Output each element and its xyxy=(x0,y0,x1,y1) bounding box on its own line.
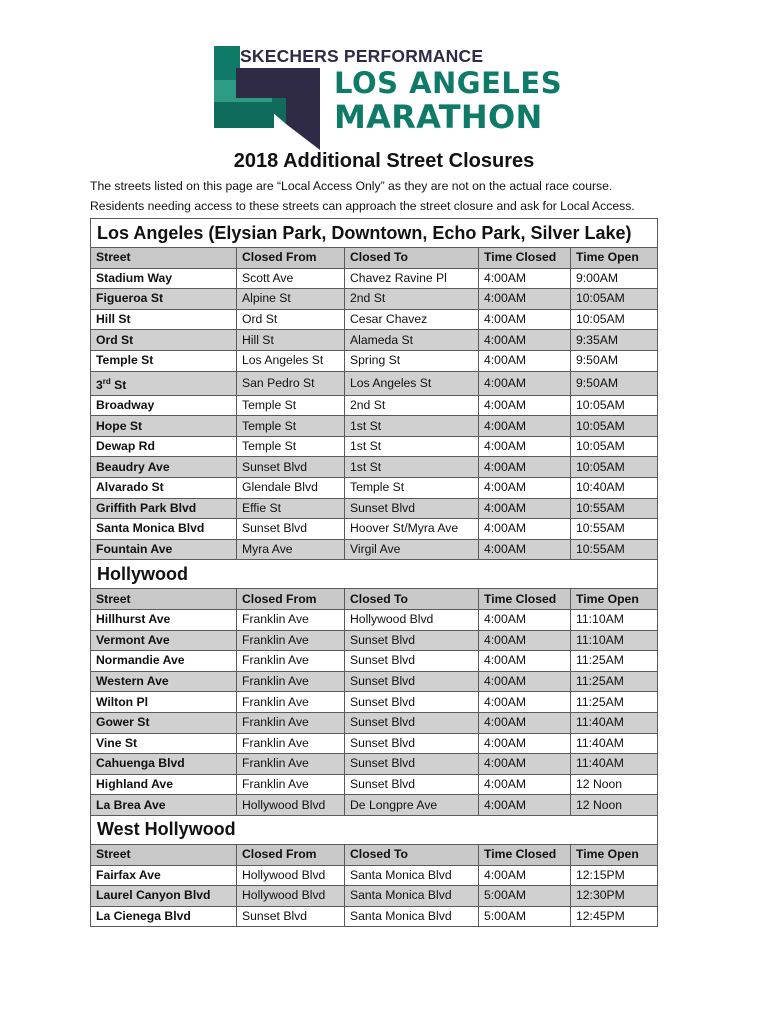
table-row xyxy=(91,774,658,795)
time-open-cell: 9:50AM xyxy=(571,371,658,395)
closed-from-cell: Franklin Ave xyxy=(237,609,345,630)
table-row xyxy=(91,395,658,416)
brand-los-angeles: LOS ANGELES xyxy=(334,66,563,100)
closed-from-cell: Franklin Ave xyxy=(237,754,345,775)
closed-from-cell: Hollywood Blvd xyxy=(237,865,345,886)
closed-to-cell: 1st St xyxy=(345,457,479,478)
closed-from-cell: Hill St xyxy=(237,330,345,351)
closed-from-cell: Sunset Blvd xyxy=(237,457,345,478)
time-closed-cell: 5:00AM xyxy=(479,906,571,927)
time-open-cell: 10:05AM xyxy=(571,457,658,478)
closed-to-cell: Santa Monica Blvd xyxy=(345,886,479,907)
closed-from-cell: Franklin Ave xyxy=(237,651,345,672)
time-closed-cell: 4:00AM xyxy=(479,671,571,692)
street-cell: Temple St xyxy=(91,350,237,371)
time-closed-cell: 4:00AM xyxy=(479,350,571,371)
time-open-cell: 10:05AM xyxy=(571,289,658,310)
closed-from-cell: Temple St xyxy=(237,436,345,457)
time-open-cell: 11:25AM xyxy=(571,671,658,692)
column-header-row xyxy=(91,844,658,865)
time-closed-cell: 5:00AM xyxy=(479,886,571,907)
column-header: Closed To xyxy=(345,844,479,865)
closed-to-cell: Sunset Blvd xyxy=(345,651,479,672)
time-open-cell: 10:55AM xyxy=(571,498,658,519)
table-row xyxy=(91,651,658,672)
time-open-cell: 12 Noon xyxy=(571,774,658,795)
closed-from-cell: Hollywood Blvd xyxy=(237,795,345,816)
street-cell: Highland Ave xyxy=(91,774,237,795)
time-closed-cell: 4:00AM xyxy=(479,630,571,651)
street-cell: Alvarado St xyxy=(91,478,237,499)
section-heading: Hollywood xyxy=(91,560,658,589)
closed-from-cell: Effie St xyxy=(237,498,345,519)
column-header-row xyxy=(91,248,658,269)
street-cell: Griffith Park Blvd xyxy=(91,498,237,519)
closed-to-cell: Hoover St/Myra Ave xyxy=(345,519,479,540)
street-cell: Figueroa St xyxy=(91,289,237,310)
street-cell: Laurel Canyon Blvd xyxy=(91,886,237,907)
section-heading-row xyxy=(91,815,658,844)
time-open-cell: 9:50AM xyxy=(571,350,658,371)
closed-from-cell: Hollywood Blvd xyxy=(237,886,345,907)
table-row xyxy=(91,886,658,907)
closed-to-cell: Sunset Blvd xyxy=(345,712,479,733)
street-cell: Wilton Pl xyxy=(91,692,237,713)
table-row xyxy=(91,309,658,330)
closed-to-cell: 1st St xyxy=(345,416,479,437)
time-closed-cell: 4:00AM xyxy=(479,330,571,351)
column-header: Time Open xyxy=(571,844,658,865)
column-header: Street xyxy=(91,248,237,269)
closed-to-cell: Temple St xyxy=(345,478,479,499)
time-open-cell: 11:10AM xyxy=(571,609,658,630)
marathon-logo xyxy=(214,44,563,148)
time-open-cell: 11:40AM xyxy=(571,754,658,775)
table-row xyxy=(91,754,658,775)
time-closed-cell: 4:00AM xyxy=(479,498,571,519)
closed-from-cell: Temple St xyxy=(237,395,345,416)
column-header: Street xyxy=(91,844,237,865)
time-open-cell: 10:55AM xyxy=(571,519,658,540)
table-row xyxy=(91,906,658,927)
column-header: Street xyxy=(91,589,237,610)
street-cell: 3rd St xyxy=(91,371,237,395)
brand-performance: PERFORMANCE xyxy=(343,46,484,66)
time-open-cell: 10:55AM xyxy=(571,539,658,560)
time-closed-cell: 4:00AM xyxy=(479,733,571,754)
table-row xyxy=(91,795,658,816)
time-open-cell: 12 Noon xyxy=(571,795,658,816)
street-cell: Ord St xyxy=(91,330,237,351)
closed-from-cell: Temple St xyxy=(237,416,345,437)
column-header: Closed To xyxy=(345,589,479,610)
time-open-cell: 9:00AM xyxy=(571,268,658,289)
closed-to-cell: Sunset Blvd xyxy=(345,733,479,754)
table-row xyxy=(91,416,658,437)
table-row xyxy=(91,289,658,310)
street-cell: Hill St xyxy=(91,309,237,330)
closed-from-cell: Franklin Ave xyxy=(237,671,345,692)
column-header: Closed From xyxy=(237,589,345,610)
closed-to-cell: Sunset Blvd xyxy=(345,754,479,775)
closed-to-cell: Santa Monica Blvd xyxy=(345,865,479,886)
time-open-cell: 10:05AM xyxy=(571,395,658,416)
time-open-cell: 11:40AM xyxy=(571,712,658,733)
time-closed-cell: 4:00AM xyxy=(479,539,571,560)
street-cell: Gower St xyxy=(91,712,237,733)
closed-from-cell: Franklin Ave xyxy=(237,733,345,754)
time-open-cell: 12:30PM xyxy=(571,886,658,907)
time-open-cell: 10:05AM xyxy=(571,309,658,330)
time-closed-cell: 4:00AM xyxy=(479,519,571,540)
time-closed-cell: 4:00AM xyxy=(479,865,571,886)
brand-skechers: SKECHERS xyxy=(240,46,339,66)
time-closed-cell: 4:00AM xyxy=(479,651,571,672)
street-cell: Stadium Way xyxy=(91,268,237,289)
column-header: Time Open xyxy=(571,589,658,610)
street-cell: Normandie Ave xyxy=(91,651,237,672)
time-closed-cell: 4:00AM xyxy=(479,416,571,437)
table-row xyxy=(91,436,658,457)
time-closed-cell: 4:00AM xyxy=(479,289,571,310)
closed-to-cell: 1st St xyxy=(345,436,479,457)
time-closed-cell: 4:00AM xyxy=(479,395,571,416)
closed-to-cell: De Longpre Ave xyxy=(345,795,479,816)
time-closed-cell: 4:00AM xyxy=(479,436,571,457)
street-closures-table xyxy=(90,218,658,927)
street-cell: La Brea Ave xyxy=(91,795,237,816)
street-cell: Hope St xyxy=(91,416,237,437)
street-cell: Vermont Ave xyxy=(91,630,237,651)
closed-from-cell: Franklin Ave xyxy=(237,630,345,651)
table-row xyxy=(91,692,658,713)
table-row xyxy=(91,539,658,560)
time-closed-cell: 4:00AM xyxy=(479,457,571,478)
table-row xyxy=(91,609,658,630)
table-row xyxy=(91,733,658,754)
time-closed-cell: 4:00AM xyxy=(479,268,571,289)
time-closed-cell: 4:00AM xyxy=(479,309,571,330)
closed-to-cell: Chavez Ravine Pl xyxy=(345,268,479,289)
brand-marathon: MARATHON xyxy=(334,98,543,136)
column-header: Time Closed xyxy=(479,844,571,865)
time-open-cell: 12:15PM xyxy=(571,865,658,886)
time-closed-cell: 4:00AM xyxy=(479,754,571,775)
column-header: Closed To xyxy=(345,248,479,269)
intro-line: The streets listed on this page are “Local Access Only” as they are not on the actual race course. xyxy=(90,179,613,193)
section-heading: West Hollywood xyxy=(91,815,658,844)
street-cell: La Cienega Blvd xyxy=(91,906,237,927)
table-row xyxy=(91,865,658,886)
table-row xyxy=(91,330,658,351)
time-open-cell: 11:40AM xyxy=(571,733,658,754)
section-heading-row xyxy=(91,560,658,589)
time-closed-cell: 4:00AM xyxy=(479,692,571,713)
closed-from-cell: Franklin Ave xyxy=(237,712,345,733)
closed-from-cell: San Pedro St xyxy=(237,371,345,395)
time-closed-cell: 4:00AM xyxy=(479,774,571,795)
closed-to-cell: Alameda St xyxy=(345,330,479,351)
street-cell: Santa Monica Blvd xyxy=(91,519,237,540)
closed-to-cell: Los Angeles St xyxy=(345,371,479,395)
closed-to-cell: Hollywood Blvd xyxy=(345,609,479,630)
column-header-row xyxy=(91,589,658,610)
column-header: Closed From xyxy=(237,248,345,269)
closed-from-cell: Myra Ave xyxy=(237,539,345,560)
time-open-cell: 11:25AM xyxy=(571,651,658,672)
table-row xyxy=(91,498,658,519)
time-open-cell: 11:25AM xyxy=(571,692,658,713)
intro-line: Residents needing access to these streets can approach the street closure and ask for Local Access. xyxy=(90,199,635,213)
table-row xyxy=(91,519,658,540)
closed-to-cell: Santa Monica Blvd xyxy=(345,906,479,927)
closed-to-cell: Sunset Blvd xyxy=(345,692,479,713)
street-cell: Fountain Ave xyxy=(91,539,237,560)
page-title: 2018 Additional Street Closures xyxy=(233,150,535,172)
street-cell: Broadway xyxy=(91,395,237,416)
time-open-cell: 9:35AM xyxy=(571,330,658,351)
time-open-cell: 10:05AM xyxy=(571,436,658,457)
table-row xyxy=(91,478,658,499)
column-header: Closed From xyxy=(237,844,345,865)
table-row xyxy=(91,457,658,478)
column-header: Time Closed xyxy=(479,589,571,610)
table-row xyxy=(91,671,658,692)
closed-from-cell: Alpine St xyxy=(237,289,345,310)
closed-to-cell: Sunset Blvd xyxy=(345,630,479,651)
column-header: Time Open xyxy=(571,248,658,269)
closed-from-cell: Sunset Blvd xyxy=(237,906,345,927)
closed-to-cell: 2nd St xyxy=(345,289,479,310)
time-closed-cell: 4:00AM xyxy=(479,371,571,395)
section-heading-row xyxy=(91,219,658,248)
street-cell: Vine St xyxy=(91,733,237,754)
time-closed-cell: 4:00AM xyxy=(479,609,571,630)
street-cell: Dewap Rd xyxy=(91,436,237,457)
closed-to-cell: 2nd St xyxy=(345,395,479,416)
closed-from-cell: Ord St xyxy=(237,309,345,330)
closed-to-cell: Spring St xyxy=(345,350,479,371)
closed-to-cell: Sunset Blvd xyxy=(345,671,479,692)
street-cell: Hillhurst Ave xyxy=(91,609,237,630)
column-header: Time Closed xyxy=(479,248,571,269)
closed-to-cell: Sunset Blvd xyxy=(345,498,479,519)
table-row xyxy=(91,630,658,651)
closed-from-cell: Glendale Blvd xyxy=(237,478,345,499)
street-cell: Western Ave xyxy=(91,671,237,692)
closed-to-cell: Virgil Ave xyxy=(345,539,479,560)
section-heading: Los Angeles (Elysian Park, Downtown, Echo Park, Silver Lake) xyxy=(91,219,658,248)
closed-from-cell: Scott Ave xyxy=(237,268,345,289)
street-cell: Cahuenga Blvd xyxy=(91,754,237,775)
table-row xyxy=(91,350,658,371)
time-closed-cell: 4:00AM xyxy=(479,712,571,733)
street-cell: Beaudry Ave xyxy=(91,457,237,478)
table-row xyxy=(91,371,658,395)
intro-text xyxy=(90,176,690,216)
closed-from-cell: Franklin Ave xyxy=(237,774,345,795)
closed-from-cell: Franklin Ave xyxy=(237,692,345,713)
time-open-cell: 11:10AM xyxy=(571,630,658,651)
closed-from-cell: Sunset Blvd xyxy=(237,519,345,540)
time-open-cell: 10:40AM xyxy=(571,478,658,499)
time-open-cell: 12:45PM xyxy=(571,906,658,927)
brand-line-top xyxy=(240,46,483,67)
time-open-cell: 10:05AM xyxy=(571,416,658,437)
closed-from-cell: Los Angeles St xyxy=(237,350,345,371)
table-row xyxy=(91,268,658,289)
closed-to-cell: Sunset Blvd xyxy=(345,774,479,795)
closed-to-cell: Cesar Chavez xyxy=(345,309,479,330)
street-cell: Fairfax Ave xyxy=(91,865,237,886)
table-row xyxy=(91,712,658,733)
time-closed-cell: 4:00AM xyxy=(479,478,571,499)
time-closed-cell: 4:00AM xyxy=(479,795,571,816)
